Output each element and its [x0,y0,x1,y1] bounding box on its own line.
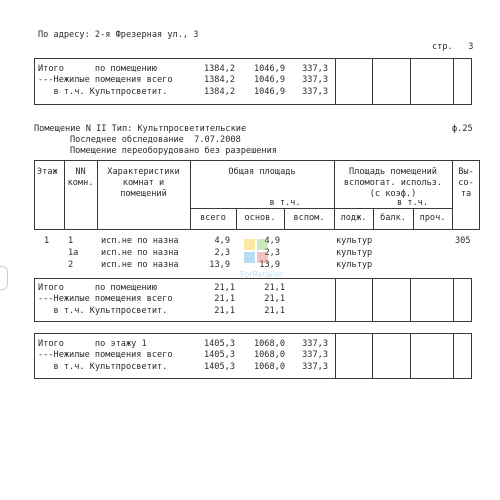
top-summary-total: 1384,2 [203,75,235,85]
room-summary-label: Итого по помещению [38,283,157,293]
floor-summary-total: 1405,3 [203,339,235,349]
top-summary-label: ---Нежилые помещения всего [38,75,173,85]
page-number: стр. 3 [432,42,474,52]
top-summary-total: 1384,2 [203,87,235,97]
col-characteristics: помещений [120,189,167,199]
row-floor: 1 [44,236,50,246]
floor-summary-aux: 337,3 [302,350,328,360]
row-extra: культур [336,260,373,270]
room-note: Помещение переоборудовано без разрешения [70,146,277,156]
col-aux-area: (с коэф.) [369,189,417,199]
row-nn: 1а [68,248,79,258]
col-height: со- [458,178,474,188]
row-desc: исп.не по назна [101,236,179,246]
row-total: 13,9 [209,260,230,270]
top-summary-label: Итого по помещению [38,64,157,74]
top-summary-aux: 337,3 [302,64,328,74]
col-characteristics: Характеристики [107,167,180,177]
top-summary-total: 1384,2 [203,64,235,74]
col-nn: комн. [67,178,94,188]
room-summary-total: 21,1 [214,294,235,304]
floor-summary-main: 1068,0 [253,339,285,349]
col-main: основ. [244,213,276,223]
room-summary-main: 21,1 [264,306,285,316]
floor-summary-label: в т.ч. Культпросветит. [38,362,168,372]
punch-hole-mark [0,266,8,290]
row-total: 2,3 [214,248,230,258]
top-summary-main: 1046,9 [253,75,285,85]
top-summary-main: 1046,9 [253,64,285,74]
row-extra: культур [336,248,373,258]
forretailer-logo-icon [240,237,284,281]
row-main: 4,9 [264,236,280,246]
row-extra: культур [336,236,373,246]
col-loggia: лодж. [340,213,367,223]
inspection-date: Последнее обследование 7.07.2008 [70,135,241,145]
col-height: та [460,189,472,199]
row-desc: исп.не по назна [101,260,179,270]
floor-summary-total: 1405,3 [203,362,235,372]
col-aux-area: вспомогат. использ. [343,178,443,188]
col-total: всего [200,213,226,223]
row-height: 305 [455,236,471,246]
col-height: Вы- [458,167,474,177]
form-code: ф.25 [452,124,473,134]
floor-summary-aux: 337,3 [302,362,328,372]
col-aux-incl: в т.ч. [396,198,429,208]
room-title: Помещение N II Тип: Культпросветительские [34,124,247,134]
col-floor: Этаж [37,167,58,177]
col-aux-area: Площадь помещений [349,167,437,177]
row-desc: исп.не по назна [101,248,179,258]
col-aux: вспом. [293,213,325,223]
row-nn: 2 [68,260,74,270]
col-characteristics: комнат и [122,178,165,188]
room-summary-label: в т.ч. Культпросветит. [38,306,168,316]
floor-summary-main: 1068,0 [253,350,285,360]
floor-summary-label: ---Нежилые помещения всего [38,350,173,360]
floor-summary-total: 1405,3 [203,350,235,360]
top-summary-aux: 337,3 [302,87,328,97]
floor-summary-aux: 337,3 [302,339,328,349]
col-balcony: балк. [380,213,406,223]
room-summary-main: 21,1 [264,283,285,293]
col-total-incl: в т.ч. [269,198,301,208]
col-nn: NN [75,167,86,177]
col-total-area: Общая площадь [228,167,296,177]
row-main: 13,9 [259,260,280,270]
floor-summary-main: 1068,0 [253,362,285,372]
room-summary-main: 21,1 [264,294,285,304]
top-summary-main: 1046,9 [253,87,285,97]
row-total: 4,9 [214,236,230,246]
floor-summary-label: Итого по этажу 1 [38,339,147,349]
col-other: проч. [419,213,446,223]
watermark-text: ForRetailer [240,270,284,279]
room-summary-label: ---Нежилые помещения всего [38,294,173,304]
address-line: По адресу: 2-я Фрезерная ул., 3 [38,30,199,40]
row-nn: 1 [68,236,74,246]
room-summary-total: 21,1 [214,283,235,293]
row-main: 2,3 [264,248,280,258]
room-summary-total: 21,1 [214,306,235,316]
top-summary-label: в т.ч. Культпросветит. [38,87,168,97]
top-summary-aux: 337,3 [302,75,328,85]
